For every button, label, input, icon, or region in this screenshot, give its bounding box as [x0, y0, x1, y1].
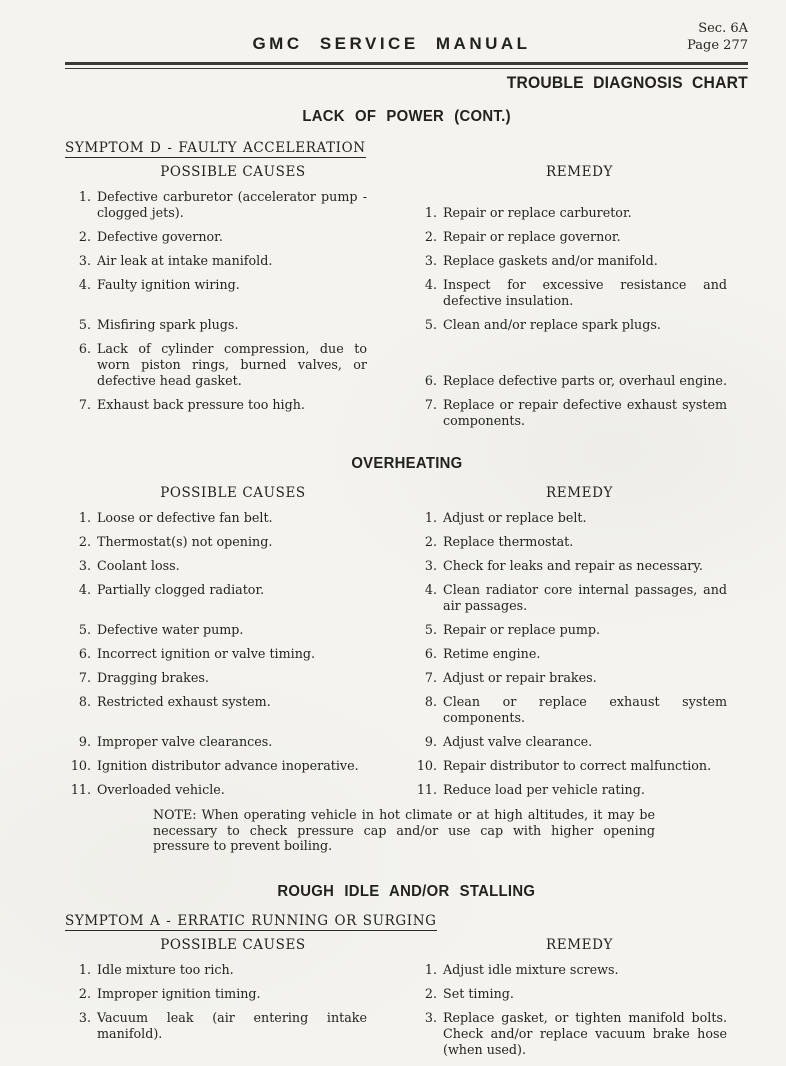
remedy-cell [411, 397, 727, 429]
remedy-cell [411, 694, 727, 726]
cause-text: Loose or defective fan belt. [97, 510, 273, 525]
remedy-cell [411, 582, 727, 614]
cause-number: 8. [78, 694, 91, 709]
remedy-cell [411, 558, 727, 574]
remedy-number: 9. [424, 734, 437, 749]
cause-text: Idle mixture too rich. [97, 961, 234, 977]
remedy-number: 8. [424, 694, 437, 709]
diagnosis-rows [65, 510, 748, 798]
cause-cell [65, 758, 367, 774]
diagnosis-row [65, 534, 748, 550]
header-rule [65, 62, 748, 69]
remedy-text: Adjust valve clearance. [443, 734, 593, 749]
remedy-number: 2. [424, 985, 437, 1001]
cause-text: Dragging brakes. [97, 670, 209, 685]
remedy-text: Adjust idle mixture screws. [443, 961, 619, 977]
symptom-heading: SYMPTOM D - FAULTY ACCELERATION [65, 140, 366, 156]
diagnosis-rows [65, 189, 748, 429]
remedy-text: Replace gaskets and/or manifold. [443, 253, 658, 268]
remedy-cell [411, 962, 727, 978]
remedy-number: 6. [424, 646, 437, 661]
remedy-number: 6. [424, 373, 437, 388]
symptom-heading: SYMPTOM A - ERRATIC RUNNING OR SURGING [65, 912, 437, 929]
remedy-text: Inspect for excessive resistance and defective insulation. [443, 277, 727, 308]
cause-text: Incorrect ignition or valve timing. [97, 646, 316, 661]
remedy-cell [411, 646, 727, 662]
remedy-number: 3. [424, 1009, 437, 1025]
possible-causes-header: POSSIBLE CAUSES [160, 164, 306, 180]
diagnosis-row [65, 558, 748, 574]
cause-cell [65, 734, 367, 750]
chart-title: TROUBLE DIAGNOSIS CHART [506, 74, 748, 92]
cause-cell [65, 277, 367, 293]
diagnosis-row [65, 317, 748, 333]
remedy-number: 3. [424, 253, 437, 268]
cause-cell [65, 189, 367, 221]
cause-text: Ignition distributor advance inoperative. [97, 758, 359, 773]
cause-cell [65, 986, 367, 1002]
cause-cell [65, 694, 367, 710]
cause-cell [65, 646, 367, 662]
remedy-text: Repair distributor to correct malfunction. [443, 758, 712, 773]
diagnosis-row [65, 341, 748, 389]
cause-cell [65, 558, 367, 574]
cause-text: Improper ignition timing. [97, 985, 261, 1001]
remedy-text: Replace or repair defective exhaust system components. [443, 397, 727, 428]
section-heading: ROUGH IDLE AND/OR STALLING [277, 882, 536, 900]
section-lack-of-power [65, 108, 748, 429]
remedy-number: 4. [424, 582, 437, 597]
cause-cell [65, 229, 367, 245]
remedy-number: 4. [424, 277, 437, 292]
cause-number: 6. [78, 341, 91, 356]
cause-cell [65, 962, 367, 978]
remedy-number: 7. [424, 397, 437, 412]
cause-text: Faulty ignition wiring. [97, 277, 240, 292]
diagnosis-row [65, 734, 748, 750]
cause-cell [65, 253, 367, 269]
remedy-text: Replace defective parts or, overhaul engine. [443, 373, 727, 388]
cause-cell [65, 341, 367, 389]
diagnosis-row [65, 277, 748, 309]
remedy-text: Clean or replace exhaust system components. [443, 694, 727, 725]
cause-text: Thermostat(s) not opening. [97, 534, 273, 549]
cause-number: 10. [70, 758, 91, 773]
cause-number: 7. [78, 670, 91, 685]
remedy-number: 7. [424, 670, 437, 685]
remedy-text: Clean radiator core internal passages, and air passages. [443, 582, 727, 613]
cause-number: 9. [78, 734, 91, 749]
remedy-cell [411, 253, 727, 269]
remedy-text: Repair or replace carburetor. [443, 205, 632, 220]
section-heading: OVERHEATING [350, 455, 463, 472]
cause-cell [65, 534, 367, 550]
cause-text: Improper valve clearances. [97, 734, 273, 749]
remedy-text: Retime engine. [443, 646, 541, 661]
diagnosis-row [65, 670, 748, 686]
remedy-cell [411, 534, 727, 550]
manual-title: GMC SERVICE MANUAL [252, 34, 531, 53]
diagnosis-row [65, 253, 748, 269]
cause-number: 6. [78, 646, 91, 661]
cause-number: 7. [78, 397, 91, 412]
diagnosis-row [65, 962, 748, 978]
remedy-cell [411, 373, 727, 389]
section-rough-idle [65, 883, 748, 1058]
remedy-cell [411, 317, 727, 333]
remedy-text: Reduce load per vehicle rating. [443, 782, 645, 797]
remedy-cell [411, 277, 727, 309]
cause-text: Air leak at intake manifold. [97, 253, 273, 268]
remedy-number: 5. [424, 317, 437, 332]
note-paragraph: NOTE: When operating vehicle in hot climate or at high altitudes, it may be necessary to check pressure cap and/or use cap with higher opening pressure to prevent boiling. [153, 807, 655, 853]
cause-text: Defective carburetor (accelerator pump - clogged jets). [97, 189, 367, 220]
possible-causes-header: POSSIBLE CAUSES [160, 936, 306, 953]
page-ref: Page 277 [687, 38, 748, 53]
diagnosis-row [65, 694, 748, 726]
remedy-cell [411, 670, 727, 686]
diagnosis-row [65, 189, 748, 221]
diagnosis-row [65, 397, 748, 429]
remedy-cell [411, 986, 727, 1002]
section-heading: LACK OF POWER (CONT.) [302, 108, 511, 125]
remedy-text: Repair or replace pump. [443, 622, 601, 637]
cause-number: 2. [78, 229, 91, 244]
cause-cell [65, 670, 367, 686]
cause-number: 5. [78, 622, 91, 637]
remedy-cell [411, 1010, 727, 1058]
cause-number: 2. [78, 534, 91, 549]
remedy-number: 3. [424, 558, 437, 573]
cause-number: 11. [70, 782, 91, 797]
cause-text: Defective water pump. [97, 622, 244, 637]
remedy-header: REMEDY [545, 485, 614, 501]
remedy-cell [411, 734, 727, 750]
cause-number: 5. [78, 317, 91, 332]
remedy-text: Repair or replace governor. [443, 229, 621, 244]
remedy-cell [411, 622, 727, 638]
remedy-cell [411, 205, 727, 221]
page-header [65, 0, 748, 62]
cause-number: 1. [78, 510, 91, 525]
possible-causes-header: POSSIBLE CAUSES [160, 485, 306, 501]
cause-cell [65, 622, 367, 638]
cause-number: 3. [78, 558, 91, 573]
remedy-number: 1. [424, 510, 437, 525]
remedy-number: 11. [416, 782, 437, 797]
diagnosis-row [65, 646, 748, 662]
remedy-cell [411, 782, 727, 798]
section-ref: Sec. 6A [698, 21, 748, 36]
cause-text: Defective governor. [97, 229, 223, 244]
cause-cell [65, 317, 367, 333]
cause-text: Coolant loss. [97, 558, 180, 573]
remedy-text: Adjust or replace belt. [443, 510, 587, 525]
cause-text: Overloaded vehicle. [97, 782, 225, 797]
remedy-header: REMEDY [545, 164, 614, 180]
cause-number: 3. [78, 1009, 91, 1025]
remedy-text: Clean and/or replace spark plugs. [443, 317, 661, 332]
diagnosis-rows [65, 962, 748, 1058]
remedy-cell [411, 229, 727, 245]
remedy-text: Replace gasket, or tighten manifold bolts. Check and/or replace vacuum brake hose (when used). [443, 1009, 727, 1057]
cause-text: Exhaust back pressure too high. [97, 397, 305, 412]
diagnosis-row [65, 622, 748, 638]
remedy-number: 5. [424, 622, 437, 637]
cause-number: 1. [78, 189, 91, 204]
diagnosis-row [65, 782, 748, 798]
cause-text: Misfiring spark plugs. [97, 317, 239, 332]
diagnosis-row [65, 758, 748, 774]
remedy-cell [411, 758, 727, 774]
remedy-text: Replace thermostat. [443, 534, 574, 549]
cause-cell [65, 1010, 367, 1042]
cause-number: 4. [78, 582, 91, 597]
cause-text: Lack of cylinder compression, due to worn piston rings, burned valves, or defective head gasket. [97, 341, 367, 388]
remedy-number: 1. [424, 205, 437, 220]
cause-cell [65, 397, 367, 413]
diagnosis-row [65, 229, 748, 245]
cause-number: 3. [78, 253, 91, 268]
cause-text: Restricted exhaust system. [97, 694, 271, 709]
remedy-header: REMEDY [545, 936, 614, 953]
cause-number: 1. [78, 961, 91, 977]
diagnosis-row [65, 510, 748, 526]
cause-text: Vacuum leak (air entering intake manifold). [97, 1009, 367, 1041]
cause-text: Partially clogged radiator. [97, 582, 265, 597]
diagnosis-row [65, 986, 748, 1002]
remedy-text: Adjust or repair brakes. [443, 670, 597, 685]
remedy-number: 2. [424, 229, 437, 244]
remedy-cell [411, 510, 727, 526]
remedy-number: 2. [424, 534, 437, 549]
cause-number: 4. [78, 277, 91, 292]
remedy-number: 1. [424, 961, 437, 977]
diagnosis-row [65, 1010, 748, 1058]
cause-cell [65, 782, 367, 798]
remedy-text: Set timing. [443, 985, 514, 1001]
cause-number: 2. [78, 985, 91, 1001]
cause-cell [65, 510, 367, 526]
remedy-text: Check for leaks and repair as necessary. [443, 558, 703, 573]
section-overheating [65, 455, 748, 854]
cause-cell [65, 582, 367, 598]
diagnosis-row [65, 582, 748, 614]
section-page-ref [687, 20, 748, 54]
remedy-number: 10. [416, 758, 437, 773]
